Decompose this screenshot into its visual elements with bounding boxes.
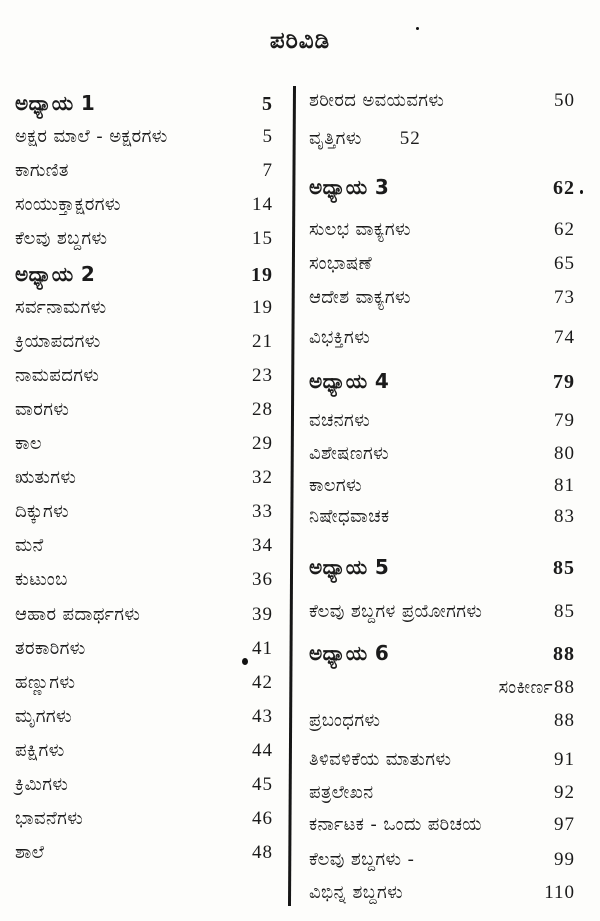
toc-entry-page: 50 [554, 90, 575, 111]
toc-entry-label: ನಾಮಪದಗಳು [15, 364, 100, 386]
toc-entry-page: 83 [554, 506, 575, 527]
toc-entry-label: ತಿಳಿವಳಿಕೆಯ ಮಾತುಗಳು [309, 749, 452, 770]
toc-entry-label: ವಾರಗಳು [15, 398, 70, 420]
toc-entry-page: 19 [252, 296, 273, 318]
toc-chapter-row [309, 176, 575, 200]
toc-entry-label: ಕಾಲ [15, 433, 42, 454]
page-title: ಪರಿವಿಡಿ [269, 28, 331, 54]
toc-chapter-row [309, 370, 575, 394]
toc-entry-page: 44 [252, 739, 273, 761]
toc-entry-page: 41 [252, 637, 273, 659]
toc-row [309, 814, 575, 836]
toc-row [15, 535, 273, 557]
toc-row [15, 501, 273, 523]
toc-entry-page: 5 [262, 93, 273, 115]
toc-entry-page: 62 [553, 177, 575, 199]
toc-row [309, 710, 575, 732]
toc-entry-label: ಆಹಾರ ಪದಾರ್ಥಗಳು [15, 603, 141, 625]
toc-row [309, 475, 575, 497]
toc-entry-label: ವಿಶೇಷಣಗಳು [309, 443, 390, 464]
toc-entry-label: ಋತುಗಳು [15, 467, 77, 489]
toc-chapter-row [309, 642, 575, 666]
toc-entry-label: ಮೃಗಗಳು [15, 705, 72, 727]
toc-entry-label: ಸಂಯುಕ್ತಾಕ್ಷರಗಳು [15, 194, 121, 216]
toc-entry-page: 99 [554, 849, 575, 870]
toc-row [309, 677, 575, 699]
toc-entry-page: 85 [554, 601, 575, 622]
toc-entry-page: 73 [554, 287, 575, 308]
toc-row [309, 782, 575, 804]
toc-entry-page: 14 [252, 194, 273, 216]
toc-entry-label: ನಿಷೇಧವಾಚಕ [309, 506, 390, 527]
toc-entry-page: 32 [252, 467, 273, 489]
toc-entry-page: 79 [554, 410, 575, 431]
toc-row [15, 228, 273, 250]
toc-entry-page: 19 [251, 263, 273, 286]
toc-entry-page: 88 [554, 710, 575, 731]
toc-entry-label: ಅಧ್ಯಾಯ 4 [309, 369, 390, 393]
toc-entry-page: 85 [553, 557, 575, 579]
toc-row [15, 331, 273, 353]
toc-chapter-row [15, 263, 273, 287]
toc-row [309, 749, 575, 771]
toc-row [15, 569, 273, 591]
toc-row [15, 638, 273, 660]
toc-row [309, 90, 575, 112]
toc-entry-page: 42 [252, 671, 273, 693]
toc-entry-label: ಕ್ರಿಯಾಪದಗಳು [15, 330, 101, 352]
toc-entry-page: 21 [252, 330, 273, 352]
toc-row [309, 219, 575, 241]
toc-entry-page: 48 [252, 842, 273, 864]
toc-row [309, 849, 575, 871]
toc-entry-label: ಕೆಲವು ಶಬ್ದಗಳು [15, 228, 108, 250]
toc-entry-page: 91 [554, 749, 575, 770]
toc-entry-label: ಅಕ್ಷರ ಮಾಲೆ - ಅಕ್ಷರಗಳು [15, 126, 168, 148]
toc-entry-page: 80 [554, 443, 575, 464]
toc-row [15, 365, 273, 387]
toc-entry-page: 43 [252, 705, 273, 727]
toc-entry-page: 62 [554, 219, 575, 240]
toc-entry-label: ಅಧ್ಯಾಯ 3 [309, 175, 390, 199]
toc-entry-label: ಕಾಗುಣಿತ [15, 160, 69, 182]
toc-row [15, 672, 273, 694]
toc-row [309, 327, 575, 349]
toc-entry-label: ಸುಲಭ ವಾಕ್ಯಗಳು [309, 219, 411, 240]
toc-row [309, 506, 575, 528]
toc-entry-page: 81 [554, 475, 575, 496]
toc-row [15, 808, 273, 830]
toc-row [15, 774, 273, 796]
ink-speck [242, 658, 248, 665]
toc-entry-page: 97 [554, 814, 575, 835]
toc-entry-label: ವಿಭಕ್ತಿಗಳು [309, 327, 371, 348]
toc-entry-page: 29 [252, 433, 273, 454]
toc-row [309, 443, 575, 465]
toc-row [15, 706, 273, 728]
toc-row [15, 194, 273, 216]
toc-entry-page: 92 [554, 782, 575, 803]
column-divider-line [288, 86, 296, 906]
toc-row [15, 126, 273, 148]
toc-entry-label: ಸರ್ವನಾಮಗಳು [15, 296, 107, 318]
toc-row [15, 399, 273, 421]
toc-entry-label: ಕೆಲವು ಶಬ್ದಗಳ ಪ್ರಯೋಗಗಳು [309, 601, 483, 622]
toc-entry-page: 65 [554, 253, 575, 274]
toc-entry-page: 15 [252, 228, 273, 250]
toc-entry-label: ವಚನಗಳು [309, 410, 371, 431]
toc-entry-label: ದಿಕ್ಕುಗಳು [15, 501, 69, 523]
toc-entry-label: ಕೆಲವು ಶಬ್ದಗಳು - [309, 849, 415, 870]
toc-row [309, 410, 575, 432]
toc-entry-page: 110 [544, 882, 575, 903]
toc-row [309, 287, 575, 309]
toc-entry-page: 39 [252, 603, 273, 625]
toc-entry-label: ಮನೆ [15, 535, 44, 557]
toc-entry-label: ಕಾಲಗಳು [309, 475, 362, 496]
toc-entry-label: ಆದೇಶ ವಾಕ್ಯಗಳು [309, 287, 411, 308]
toc-entry-page: 45 [252, 774, 273, 795]
toc-entry-page: 28 [252, 398, 273, 420]
toc-entry-label: ಶರೀರದ ಅವಯವಗಳು [309, 90, 445, 111]
toc-entry-page: 88 [554, 677, 575, 698]
toc-entry-label: ಪಕ್ಷಿಗಳು [15, 739, 65, 761]
toc-entry-page: 5 [262, 126, 273, 148]
toc-row [15, 433, 273, 455]
toc-entry-label: ಹಣ್ಣುಗಳು [15, 671, 76, 693]
toc-entry-label: ಸಂಭಾಷಣೆ [309, 253, 373, 274]
toc-entry-label: ಕುಟುಂಬ [15, 569, 68, 591]
toc-entry-page: 74 [554, 327, 575, 348]
toc-row [309, 253, 575, 275]
ink-speck [580, 190, 583, 194]
toc-entry-page: 52 [399, 128, 421, 149]
toc-row [309, 882, 575, 904]
toc-entry-label: ಅಧ್ಯಾಯ 5 [309, 555, 390, 579]
toc-entry-label: ವೃತ್ತಿಗಳು [309, 128, 362, 149]
toc-entry-page: 23 [252, 364, 273, 386]
toc-entry-label: ಶಾಲೆ [15, 842, 45, 864]
toc-entry-label: ತರಕಾರಿಗಳು [15, 637, 86, 659]
toc-entry-label: ಪ್ರಬಂಧಗಳು [309, 710, 381, 731]
toc-entry-label: ಕ್ರಿಮಿಗಳು [15, 774, 69, 795]
toc-chapter-row [309, 556, 575, 580]
toc-entry-page: 34 [252, 535, 273, 557]
toc-row [15, 740, 273, 762]
toc-entry-label: ವಿಭಿನ್ನ ಶಬ್ದಗಳು [309, 882, 403, 903]
toc-entry-page: 46 [252, 808, 273, 830]
toc-entry-label: ಪತ್ರಲೇಖನ [309, 782, 374, 803]
toc-entry-label: ಅಧ್ಯಾಯ 2 [15, 261, 96, 286]
toc-entry-page: 33 [252, 501, 273, 523]
toc-row [309, 601, 575, 623]
toc-row [15, 297, 273, 319]
toc-entry-page: 36 [252, 569, 273, 591]
toc-entry-page: 79 [553, 371, 575, 393]
toc-chapter-row [15, 92, 273, 116]
toc-entry-label: ಅಧ್ಯಾಯ 1 [15, 91, 96, 115]
ink-speck [416, 27, 419, 30]
toc-row [309, 128, 575, 150]
toc-row [15, 842, 273, 864]
toc-entry-label: ಕರ್ನಾಟಕ - ಒಂದು ಪರಿಚಯ [309, 814, 482, 835]
toc-entry-label: ಅಧ್ಯಾಯ 6 [309, 641, 390, 665]
toc-row [15, 467, 273, 489]
toc-entry-page: 88 [553, 643, 575, 665]
toc-entry-label: ಸಂಕೀರ್ಣ [498, 677, 553, 698]
toc-row [15, 604, 273, 626]
toc-entry-page: 7 [262, 160, 273, 182]
toc-entry-label: ಭಾವನೆಗಳು [15, 808, 84, 830]
toc-row [15, 160, 273, 182]
